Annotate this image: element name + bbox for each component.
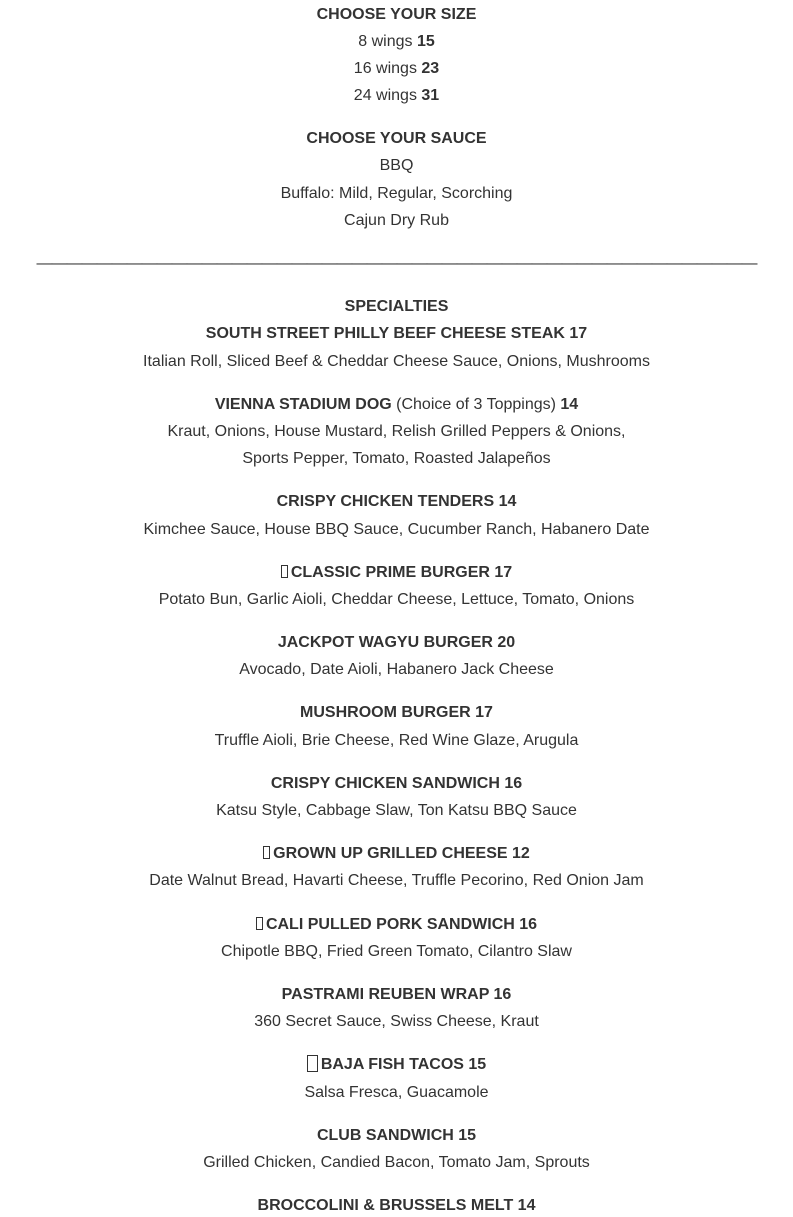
- menu-item-description: Truffle Aioli, Brie Cheese, Red Wine Glaze, Arugula: [214, 732, 579, 749]
- menu-item-description: Chipotle BBQ, Fried Green Tomato, Cilantro Slaw: [221, 943, 572, 960]
- menu-item-description: Grilled Chicken, Candied Bacon, Tomato Jam, Sprouts: [203, 1154, 590, 1171]
- menu-item-name: [0, 915, 793, 935]
- menu-item-description: Sports Pepper, Tomato, Roasted Jalapeños: [242, 450, 551, 467]
- menu-item-title: CALI PULLED PORK SANDWICH 16: [265, 916, 538, 933]
- menu-item-name: [0, 1055, 793, 1075]
- dietary-icon: [307, 1055, 318, 1072]
- size-heading: CHOOSE YOUR SIZE: [316, 6, 477, 23]
- menu-item-description: Kimchee Sauce, House BBQ Sauce, Cucumber Ranch, Habanero Date: [143, 521, 650, 538]
- size-label: 24 wings: [353, 87, 417, 104]
- menu-item-name: [0, 395, 793, 415]
- sauce-heading: CHOOSE YOUR SAUCE: [306, 130, 487, 147]
- menu-item-description: 360 Secret Sauce, Swiss Cheese, Kraut: [254, 1013, 539, 1030]
- menu-item-name: [0, 563, 793, 583]
- sauce-option: BBQ: [379, 157, 414, 174]
- dietary-icon: [281, 565, 288, 578]
- menu-item-name: BROCCOLINI & BRUSSELS MELT 14: [257, 1197, 536, 1214]
- menu-item-name: [0, 844, 793, 864]
- menu-item-name: CLUB SANDWICH 15: [316, 1127, 477, 1144]
- menu-item-description: Potato Bun, Garlic Aioli, Cheddar Cheese, Lettuce, Tomato, Onions: [158, 591, 635, 608]
- size-price: 23: [421, 60, 440, 77]
- dietary-icon: [263, 846, 270, 859]
- size-price: 15: [416, 33, 435, 50]
- menu-item-price: 14: [560, 396, 579, 413]
- menu-item-note: (Choice of 3 Toppings): [391, 396, 561, 413]
- dietary-icon: [256, 917, 263, 930]
- menu-item-name: SOUTH STREET PHILLY BEEF CHEESE STEAK 17: [205, 325, 588, 342]
- menu-item-name: CRISPY CHICKEN TENDERS 14: [276, 493, 517, 510]
- menu-item-description: Avocado, Date Aioli, Habanero Jack Cheese: [239, 661, 554, 678]
- section-separator: ————————————————————————————————————————————————: [36, 255, 757, 272]
- menu-item-title: GROWN UP GRILLED CHEESE 12: [273, 845, 530, 862]
- size-option: [0, 86, 793, 106]
- size-option: [0, 32, 793, 52]
- sauce-option: Cajun Dry Rub: [344, 212, 449, 229]
- size-label: 8 wings: [358, 33, 413, 50]
- size-label: 16 wings: [353, 60, 417, 77]
- specialties-heading: SPECIALTIES: [344, 298, 449, 315]
- menu-item-name: JACKPOT WAGYU BURGER 20: [277, 634, 516, 651]
- menu-item-description: Date Walnut Bread, Havarti Cheese, Truffle Pecorino, Red Onion Jam: [149, 872, 644, 889]
- sauce-option: Buffalo: Mild, Regular, Scorching: [280, 185, 513, 202]
- menu-item-title: VIENNA STADIUM DOG: [214, 396, 392, 413]
- menu-item-description: Italian Roll, Sliced Beef & Cheddar Cheese Sauce, Onions, Mushrooms: [143, 353, 650, 370]
- menu-item-name: PASTRAMI REUBEN WRAP 16: [281, 986, 512, 1003]
- menu-item-name: MUSHROOM BURGER 17: [300, 704, 493, 721]
- menu-item-title: BAJA FISH TACOS 15: [320, 1056, 487, 1073]
- size-option: [0, 59, 793, 79]
- menu-item-title: CLASSIC PRIME BURGER 17: [290, 564, 513, 581]
- size-price: 31: [421, 87, 440, 104]
- menu-item-name: CRISPY CHICKEN SANDWICH 16: [270, 775, 523, 792]
- menu-item-description: Salsa Fresca, Guacamole: [304, 1084, 489, 1101]
- menu-item-description: Kraut, Onions, House Mustard, Relish Grilled Peppers & Onions,: [167, 423, 626, 440]
- menu-item-description: Katsu Style, Cabbage Slaw, Ton Katsu BBQ Sauce: [216, 802, 577, 819]
